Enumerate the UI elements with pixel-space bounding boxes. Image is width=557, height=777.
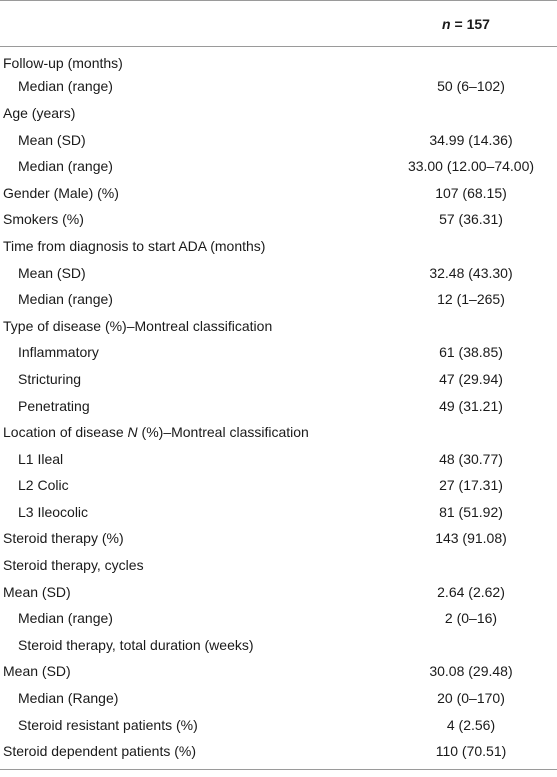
table-row (0, 445, 557, 472)
row-label: Steroid therapy, total duration (weeks) (18, 636, 254, 653)
row-value: 4 (2.56) (446, 716, 496, 733)
row-label (0, 419, 375, 446)
row-value: 2 (0–16) (444, 610, 498, 627)
n-symbol: n (442, 15, 451, 32)
table-row (0, 578, 557, 605)
row-label: Median (range) (18, 610, 113, 627)
row-value: 81 (51.92) (439, 503, 503, 520)
row-value: 48 (30.77) (439, 450, 503, 467)
table-row (0, 233, 557, 260)
row-label: Mean (SD) (3, 583, 71, 600)
row-label: Median (range) (18, 291, 113, 308)
row-label: Median (Range) (18, 690, 119, 707)
row-value (375, 233, 557, 260)
row-label: Follow-up (months) (3, 55, 123, 72)
row-label-part: (%)–Montreal classification (137, 424, 309, 441)
table-row (0, 658, 557, 685)
row-label: Steroid therapy, cycles (3, 557, 144, 574)
row-value (375, 100, 557, 127)
row-value: 107 (68.15) (435, 184, 507, 201)
row-value: 33.00 (12.00–74.00) (407, 158, 535, 175)
table-row (0, 259, 557, 286)
header-label-cell (0, 1, 375, 47)
table-row (0, 552, 557, 579)
table-row (0, 392, 557, 419)
table-row (0, 685, 557, 712)
n-count: = 157 (450, 15, 490, 32)
row-value: 49 (31.21) (439, 397, 503, 414)
table-row (0, 419, 557, 446)
row-value: 12 (1–265) (437, 291, 505, 308)
table-row (0, 605, 557, 632)
table-row (0, 153, 557, 180)
row-value: 110 (70.51) (375, 738, 557, 770)
row-value: 30.08 (29.48) (429, 663, 513, 680)
row-value: 34.99 (14.36) (429, 131, 513, 148)
row-value: 32.48 (43.30) (429, 264, 513, 281)
table-row (0, 47, 557, 74)
row-label: Mean (SD) (18, 131, 86, 148)
table-header-row (0, 1, 557, 47)
table-row (0, 206, 557, 233)
row-value: 20 (0–170) (437, 690, 505, 707)
row-label: Median (range) (18, 158, 113, 175)
table-row (0, 366, 557, 393)
row-label-part: Location of disease (3, 424, 128, 441)
row-value: 61 (38.85) (439, 344, 503, 361)
row-label: Smokers (%) (3, 211, 84, 228)
table-row (0, 312, 557, 339)
table-row (0, 632, 557, 659)
row-label: Steroid dependent patients (%) (0, 738, 375, 770)
row-value (375, 552, 557, 579)
row-value: 57 (36.31) (439, 211, 503, 228)
table-row (0, 525, 557, 552)
row-label: Stricturing (18, 370, 82, 387)
table-row (0, 339, 557, 366)
row-label: Steroid therapy (%) (3, 530, 124, 547)
table-row (0, 73, 557, 100)
row-label: Mean (SD) (18, 264, 86, 281)
row-label: Mean (SD) (3, 663, 71, 680)
row-value: 143 (91.08) (435, 530, 507, 547)
row-value: 50 (6–102) (437, 78, 505, 95)
row-label: Inflammatory (18, 344, 99, 361)
row-value: 47 (29.94) (439, 370, 503, 387)
row-label: Type of disease (%)–Montreal classification (3, 317, 273, 334)
row-value: 27 (17.31) (439, 477, 503, 494)
row-label: L2 Colic (18, 477, 69, 494)
row-label-italic-n: N (127, 424, 138, 441)
row-label: Median (range) (18, 78, 113, 95)
table-row (0, 711, 557, 738)
table-row (0, 126, 557, 153)
table-row (0, 286, 557, 313)
table-row (0, 179, 557, 206)
row-value (375, 632, 557, 659)
row-label: Time from diagnosis to start ADA (months) (3, 237, 266, 254)
table-row (0, 738, 557, 770)
header-n-cell (375, 1, 557, 47)
table-row (0, 472, 557, 499)
row-value (375, 47, 557, 74)
row-label: Penetrating (18, 397, 90, 414)
row-value (375, 419, 557, 446)
row-value (375, 312, 557, 339)
row-label: Gender (Male) (%) (3, 184, 119, 201)
row-label: L1 Ileal (18, 450, 64, 467)
table-row (0, 499, 557, 526)
row-label: Steroid resistant patients (%) (18, 716, 198, 733)
row-label: Age (years) (3, 104, 76, 121)
row-label: L3 Ileocolic (18, 503, 89, 520)
table-row (0, 100, 557, 127)
row-value: 2.64 (2.62) (437, 583, 505, 600)
